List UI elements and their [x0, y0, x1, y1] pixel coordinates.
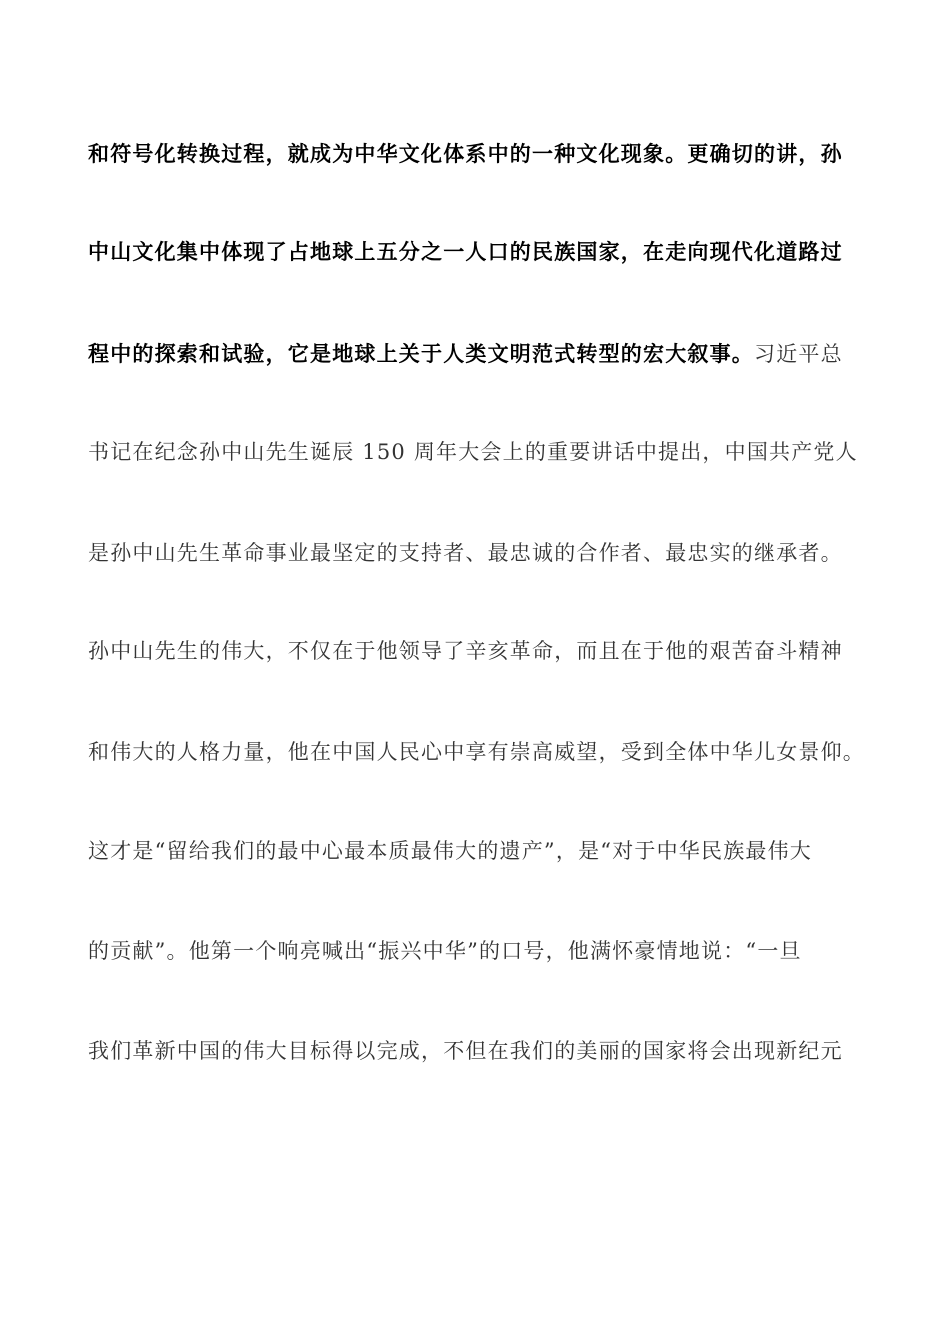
- text-line-1: [88, 137, 878, 171]
- normal-text: 习近平总: [754, 342, 843, 366]
- normal-text: 是孙中山先生革命事业最坚定的支持者、最忠诚的合作者、最忠实的继承者。: [88, 541, 843, 565]
- text-line-10: [88, 1034, 878, 1068]
- normal-text: 这才是“留给我们的最中心最本质最伟大的遗产”，是“对于中华民族最伟大: [88, 839, 813, 863]
- bold-text: 程中的探索和试验，它是地球上关于人类文明范式转型的宏大叙事。: [88, 341, 754, 366]
- normal-text: 孙中山先生的伟大，不仅在于他领导了辛亥革命，而且在于他的艰苦奋斗精神: [88, 639, 843, 663]
- text-line-4: [88, 435, 878, 469]
- bold-text: 和符号化转换过程，就成为中华文化体系中的一种文化现象。更确切的讲，孙: [88, 141, 843, 166]
- text-line-9: [88, 934, 878, 968]
- text-line-6: [88, 634, 878, 668]
- bold-text: 中山文化集中体现了占地球上五分之一人口的民族国家，在走向现代化道路过: [88, 239, 843, 264]
- normal-text: 和伟大的人格力量，他在中国人民心中享有崇高威望，受到全体中华儿女景仰。: [88, 740, 865, 764]
- text-line-8: [88, 834, 878, 868]
- text-line-3: [88, 337, 878, 371]
- normal-text: 书记在纪念孙中山先生诞辰 150 周年大会上的重要讲话中提出，中国共产党人: [88, 440, 858, 464]
- normal-text: 我们革新中国的伟大目标得以完成，不但在我们的美丽的国家将会出现新纪元: [88, 1039, 843, 1063]
- text-line-7: [88, 735, 878, 769]
- normal-text: 的贡献”。他第一个响亮喊出“振兴中华”的口号，他满怀豪情地说：“一旦: [88, 939, 802, 963]
- text-line-2: [88, 235, 878, 269]
- text-line-5: [88, 536, 878, 570]
